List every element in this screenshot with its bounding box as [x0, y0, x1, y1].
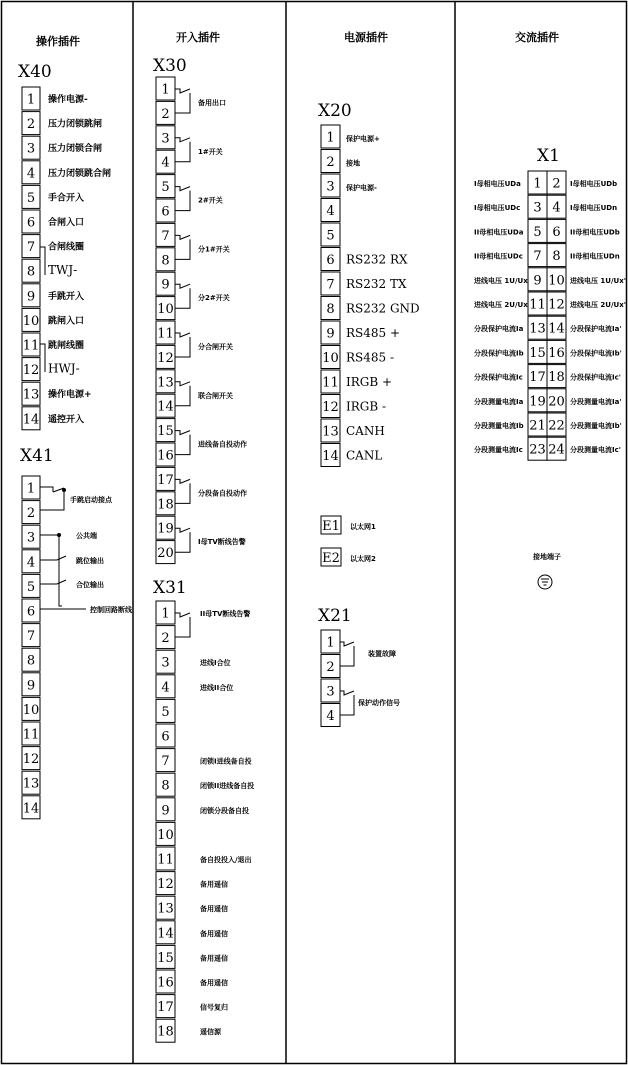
x40-terminal-3: 3 — [26, 141, 36, 157]
x1-terminal-21: 21 — [529, 418, 546, 434]
x40-terminal-14: 14 — [22, 412, 40, 428]
x1-label-6: II母相电压UDb — [570, 228, 620, 237]
x41-terminal-7: 7 — [26, 629, 36, 645]
x30-terminal-4: 4 — [161, 155, 170, 171]
x20-terminal-4: 4 — [326, 204, 335, 219]
x30-contact-2 — [175, 138, 190, 162]
x1-label-17: 分段保护电流Ic — [474, 373, 523, 382]
connector-x31-name: X31 — [153, 578, 187, 598]
x20-label-14: CANL — [346, 448, 383, 463]
x1-terminal-19: 19 — [529, 394, 546, 410]
x30-label-9: 分段备自投动作 — [198, 489, 247, 498]
x20-terminal-8: 8 — [326, 302, 335, 317]
connector-x41-name: X41 — [20, 446, 54, 466]
x40-jumper-11-12 — [40, 344, 45, 372]
x41-terminal-4: 4 — [26, 555, 36, 571]
x31-terminal-13: 13 — [157, 901, 174, 917]
port-e1: E1 — [322, 519, 340, 534]
x31-label-9: 闭锁分段备自投 — [200, 806, 249, 815]
port-e1-label: 以太网1 — [350, 523, 376, 531]
x31-terminal-1: 1 — [161, 606, 170, 622]
x41-terminal-1: 1 — [26, 481, 36, 497]
x1-terminal-10: 10 — [548, 273, 565, 289]
x30-terminal-17: 17 — [157, 472, 174, 488]
x41-close-out-label: 合位输出 — [76, 581, 104, 589]
x30-contact-3 — [175, 187, 190, 211]
x30-terminal-10: 10 — [157, 302, 174, 318]
x31-terminal-11: 11 — [157, 852, 174, 868]
x20-label-9: RS485 + — [346, 326, 401, 340]
x31-label-3: 进线I合位 — [200, 659, 231, 668]
x31-terminal-2: 2 — [161, 631, 170, 647]
x31-label-17: 信号复归 — [200, 1003, 228, 1012]
x1-label-12: 进线电压 2U/Ux' — [570, 301, 626, 309]
x31-terminal-4: 4 — [161, 680, 170, 696]
x1-terminal-6: 6 — [552, 224, 561, 240]
x30-contact-8 — [175, 431, 190, 455]
port-e2-label: 以太网2 — [350, 555, 376, 563]
x30-contact-7 — [175, 382, 190, 406]
connector-x1-name: X1 — [537, 146, 560, 166]
x41-terminal-3: 3 — [26, 530, 36, 546]
x20-label-1: 保护电源+ — [346, 135, 380, 143]
x1-terminal-4: 4 — [552, 200, 561, 216]
x20-terminal-10: 10 — [322, 351, 339, 366]
x30-contact-6 — [175, 333, 190, 357]
x40-terminal-4: 4 — [26, 166, 36, 182]
x21-fault-label: 装置故障 — [368, 650, 396, 658]
x1-terminal-13: 13 — [529, 321, 546, 337]
port-e2: E2 — [322, 551, 340, 566]
x41-terminal-9: 9 — [26, 678, 36, 694]
x1-terminal-3: 3 — [533, 200, 542, 216]
x30-contact-9 — [175, 479, 190, 503]
x40-label-9: 手跳开入 — [48, 291, 85, 302]
section-title-power: 电源插件 — [344, 31, 388, 44]
x1-label-4: I母相电压UDn — [570, 204, 618, 213]
x41-terminal-8: 8 — [26, 653, 36, 669]
x40-terminal-8: 8 — [26, 264, 36, 280]
x40-label-11: 跳闸线圈 — [48, 341, 85, 351]
x30-terminal-16: 16 — [157, 448, 174, 464]
x30-terminal-5: 5 — [161, 180, 170, 196]
x1-terminal-11: 11 — [529, 297, 546, 313]
x30-contact-4 — [175, 235, 190, 259]
x31-terminal-18: 18 — [157, 1024, 174, 1040]
x30-terminal-3: 3 — [161, 131, 170, 147]
x41-trip-out-label: 跳位输出 — [76, 557, 104, 565]
x1-terminal-20: 20 — [548, 394, 565, 410]
x40-jumper-7-8 — [40, 247, 45, 275]
x1-terminal-23: 23 — [529, 442, 546, 458]
x1-label-2: I母相电压UDb — [570, 180, 618, 188]
x1-label-1: I母相电压UDa — [474, 180, 521, 188]
x40-label-4: 压力闭锁跳合闸 — [48, 168, 112, 179]
x20-label-2: 接地 — [346, 159, 360, 168]
section-title-operation: 操作插件 — [36, 35, 80, 48]
x30-terminal-11: 11 — [157, 326, 174, 342]
section-title-ac: 交流插件 — [515, 31, 559, 44]
x21-terminal-4: 4 — [326, 709, 335, 724]
x30-contact-5 — [175, 284, 190, 308]
x1-label-13: 分段保护电流Ia — [474, 325, 524, 334]
x41-terminal-10: 10 — [22, 702, 40, 718]
x41-terminal-13: 13 — [22, 776, 40, 792]
x41-terminal-2: 2 — [26, 506, 36, 522]
x40-label-1: 操作电源- — [48, 95, 88, 105]
x30-label-7: 联合闸开关 — [198, 391, 233, 400]
x1-label-11: 进线电压 2U/Ux — [474, 301, 528, 309]
x41-terminal-6: 6 — [26, 604, 36, 620]
x31-terminal-3: 3 — [161, 655, 170, 671]
x40-label-3: 压力闭锁合闸 — [48, 144, 103, 155]
x30-contact-1 — [175, 89, 190, 113]
x31-terminal-15: 15 — [157, 950, 174, 966]
x30-terminal-12: 12 — [157, 350, 174, 366]
x20-terminal-7: 7 — [326, 277, 335, 293]
connector-x40-name: X40 — [18, 62, 52, 82]
x1-terminal-24: 24 — [548, 442, 565, 458]
x31-terminal-14: 14 — [157, 926, 174, 942]
x31-terminal-9: 9 — [161, 803, 170, 819]
x30-label-2: 1#开关 — [198, 147, 223, 156]
x30-terminal-20: 20 — [157, 546, 174, 562]
x1-terminal-1: 1 — [533, 176, 542, 192]
x20-terminal-6: 6 — [326, 253, 335, 268]
x30-terminal-15: 15 — [157, 424, 174, 440]
x1-terminal-18: 18 — [548, 370, 565, 386]
x40-label-6: 合闸入口 — [48, 218, 85, 228]
x40-terminal-10: 10 — [22, 313, 40, 329]
x40-label-2: 压力闭锁跳闸 — [48, 119, 103, 130]
x31-label-18: 遥信源 — [200, 1028, 221, 1037]
connector-x20-name: X20 — [318, 101, 352, 121]
x20-label-7: RS232 TX — [346, 277, 407, 291]
x31-label-12: 备用遥信 — [200, 880, 228, 889]
x30-label-4: 分1#开关 — [198, 245, 230, 254]
x20-label-13: CANH — [346, 424, 385, 438]
x41-ctrl-disconnect-label: 控制回路断线 — [90, 606, 132, 614]
x40-terminal-1: 1 — [26, 92, 36, 108]
x20-label-3: 保护电源- — [346, 184, 377, 192]
x31-label-4: 进线II合位 — [200, 683, 234, 692]
x20-terminal-5: 5 — [326, 228, 335, 244]
x20-terminal-14: 14 — [322, 449, 339, 464]
x31-label-1: II母TV断线告警 — [200, 610, 251, 618]
x40-label-10: 跳闸入口 — [48, 316, 85, 327]
x31-label-13: 备用遥信 — [200, 905, 228, 914]
x1-terminal-16: 16 — [548, 345, 565, 361]
x40-label-8: TWJ- — [48, 263, 78, 278]
x1-label-9: 进线电压 1U/Ux — [474, 276, 528, 285]
x41-terminal-11: 11 — [22, 727, 40, 743]
x1-label-14: 分段保护电流Ia' — [570, 325, 622, 334]
x1-label-10: 进线电压 1U/Ux' — [570, 276, 626, 285]
x1-label-3: I母相电压UDc — [474, 204, 521, 213]
x20-terminal-13: 13 — [322, 424, 339, 440]
x1-label-21: 分段测量电流Ib — [474, 422, 524, 430]
x41-common-label: 公共端 — [76, 532, 97, 540]
x31-label-7: 闭锁I进线备自投 — [200, 757, 252, 766]
x31-label-14: 备用遥信 — [200, 929, 228, 938]
x21-terminal-2: 2 — [326, 660, 335, 675]
x30-terminal-7: 7 — [161, 228, 170, 244]
x21-terminal-1: 1 — [326, 635, 335, 651]
x30-terminal-13: 13 — [157, 375, 174, 391]
x40-terminal-12: 12 — [22, 363, 40, 379]
connector-x21-name: X21 — [318, 606, 352, 626]
x20-terminal-9: 9 — [326, 326, 335, 342]
x1-terminal-9: 9 — [533, 273, 542, 289]
x21-terminal-3: 3 — [326, 684, 335, 700]
x31-label-15: 备用遥信 — [200, 954, 228, 963]
x20-label-11: IRGB + — [346, 375, 393, 389]
connector-x30-name: X30 — [153, 56, 187, 76]
x30-terminal-18: 18 — [157, 497, 174, 513]
x20-terminal-3: 3 — [326, 179, 335, 195]
x21-protect-label: 保护动作信号 — [358, 699, 400, 707]
x40-label-14: 遥控开入 — [48, 414, 85, 425]
x31-terminal-6: 6 — [161, 729, 170, 745]
x30-label-8: 进线备自投动作 — [198, 440, 247, 449]
x1-label-7: II母相电压UDc — [474, 252, 523, 261]
x30-terminal-1: 1 — [161, 82, 170, 98]
x31-terminal-16: 16 — [157, 975, 174, 991]
x40-label-7: 合闸线圈 — [48, 242, 85, 253]
x20-terminal-1: 1 — [326, 130, 335, 146]
x41-terminal-5: 5 — [26, 579, 36, 595]
x20-terminal-2: 2 — [326, 155, 335, 170]
x31-terminal-10: 10 — [157, 827, 174, 843]
x30-label-6: 分合闸开关 — [198, 343, 233, 351]
x41-manual-trip-label: 手跳启动接点 — [70, 496, 112, 504]
x1-label-5: II母相电压UDa — [474, 228, 524, 237]
x1-terminal-5: 5 — [533, 224, 542, 240]
x1-terminal-15: 15 — [529, 345, 546, 361]
x1-label-20: 分段测量电流Ia' — [570, 397, 622, 406]
x30-terminal-6: 6 — [161, 204, 170, 220]
x1-terminal-12: 12 — [548, 297, 565, 313]
x40-terminal-7: 7 — [26, 240, 36, 256]
x21-contacts — [340, 642, 354, 715]
x1-terminal-8: 8 — [552, 249, 561, 265]
x1-terminal-22: 22 — [548, 418, 565, 434]
x41-contacts — [40, 487, 86, 609]
x30-contact-10 — [175, 528, 190, 552]
x1-terminal-7: 7 — [533, 249, 542, 265]
x1-label-22: 分段测量电流Ib' — [570, 422, 622, 430]
x40-terminal-2: 2 — [26, 117, 36, 133]
x40-label-12: HWJ- — [48, 361, 80, 376]
x20-label-8: RS232 GND — [346, 301, 420, 316]
x1-label-19: 分段测量电流Ia — [474, 397, 524, 406]
x30-terminal-2: 2 — [161, 106, 170, 122]
x20-terminal-11: 11 — [322, 375, 339, 391]
x1-terminal-17: 17 — [529, 370, 546, 386]
x31-terminal-7: 7 — [161, 754, 170, 770]
x1-terminal-14: 14 — [548, 321, 565, 337]
x41-terminal-14: 14 — [22, 801, 40, 817]
x30-label-1: 备用出口 — [198, 99, 226, 107]
x40-label-13: 操作电源+ — [48, 390, 92, 401]
x31-label-16: 备用遥信 — [200, 979, 228, 987]
x30-terminal-8: 8 — [161, 253, 170, 269]
x30-terminal-14: 14 — [157, 399, 174, 415]
x1-terminal-2: 2 — [552, 176, 561, 192]
x20-label-10: RS485 - — [346, 350, 395, 365]
x30-label-3: 2#开关 — [198, 196, 223, 205]
x40-terminal-9: 9 — [26, 289, 36, 305]
x31-label-11: 备自投投入/退出 — [200, 856, 252, 864]
section-title-binary-input: 开入插件 — [176, 31, 220, 44]
ground-terminal-label: 接地端子 — [533, 553, 561, 561]
x30-terminal-9: 9 — [161, 277, 170, 293]
x1-label-15: 分段保护电流Ib — [474, 349, 524, 358]
x1-label-16: 分段保护电流Ib' — [570, 349, 622, 358]
x1-label-23: 分段测量电流Ic — [474, 446, 523, 455]
x40-terminal-5: 5 — [26, 190, 36, 206]
x20-label-6: RS232 RX — [346, 252, 408, 267]
x31-terminal-8: 8 — [161, 778, 170, 794]
x31-label-8: 闭锁II进线备自投 — [200, 782, 255, 791]
x1-label-24: 分段测量电流Ic' — [570, 446, 621, 455]
x40-label-5: 手合开入 — [48, 193, 85, 204]
x30-label-10: I母TV断线告警 — [198, 538, 246, 547]
x31-terminal-5: 5 — [161, 704, 170, 720]
x1-label-18: 分段保护电流Ic' — [570, 373, 621, 382]
x40-terminal-6: 6 — [26, 215, 36, 231]
x20-terminal-12: 12 — [322, 400, 339, 415]
x30-terminal-19: 19 — [157, 521, 174, 537]
x41-terminal-12: 12 — [22, 752, 40, 768]
x31-contact-1 — [175, 613, 190, 637]
x1-label-8: II母相电压UDn — [570, 252, 620, 261]
x31-terminal-17: 17 — [157, 1000, 174, 1016]
x31-terminal-12: 12 — [157, 877, 174, 893]
ground-terminal-icon — [538, 575, 552, 589]
x30-label-5: 分2#开关 — [198, 294, 230, 303]
x20-label-12: IRGB - — [346, 399, 387, 414]
x40-terminal-13: 13 — [22, 387, 40, 403]
x40-terminal-11: 11 — [22, 338, 40, 354]
